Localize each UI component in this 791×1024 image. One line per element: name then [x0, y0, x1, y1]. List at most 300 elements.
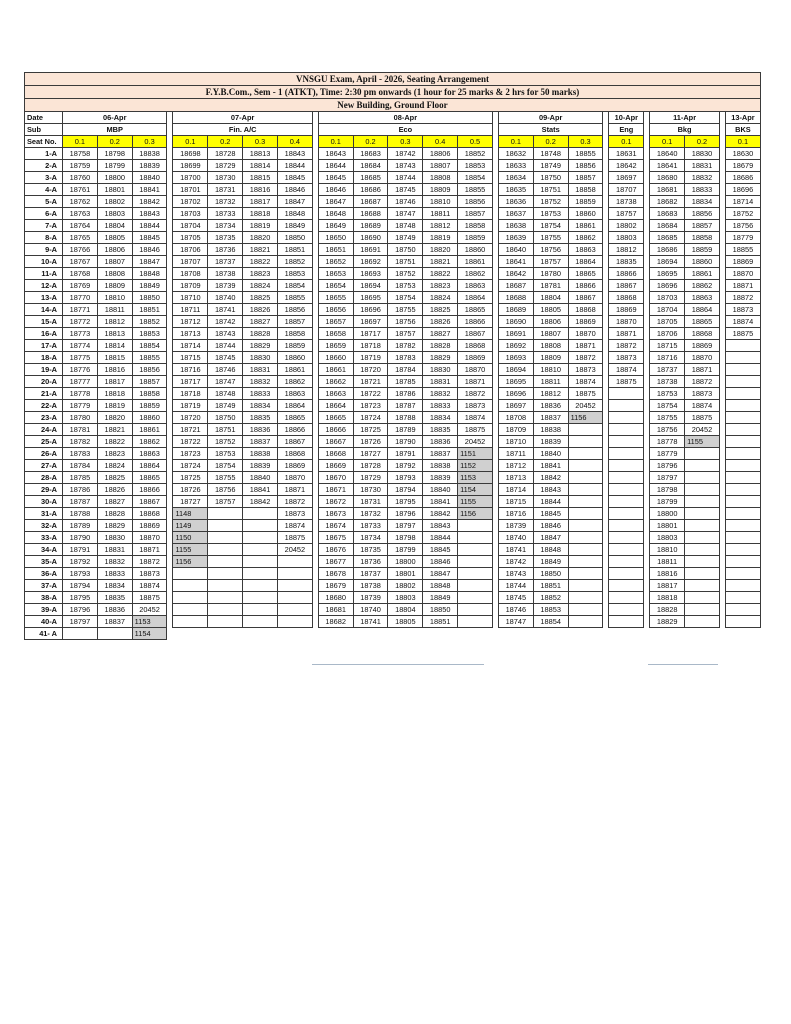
roll-number-cell [243, 508, 278, 520]
roll-number-cell: 18866 [132, 484, 167, 496]
roll-number-cell: 18652 [318, 256, 353, 268]
roll-number-cell: 20452 [277, 544, 312, 556]
roll-number-cell: 18654 [318, 280, 353, 292]
roll-number-cell: 18816 [97, 364, 132, 376]
roll-number-cell [173, 616, 208, 628]
roll-number-cell: 18804 [533, 292, 568, 304]
subject-name: Fin. A/C [173, 124, 312, 136]
roll-number-cell: 18847 [277, 196, 312, 208]
roll-number-cell: 18809 [533, 352, 568, 364]
roll-number-cell: 18853 [132, 328, 167, 340]
roll-number-cell: 18823 [243, 268, 278, 280]
roll-number-cell: 18748 [208, 388, 243, 400]
roll-number-cell [725, 388, 760, 400]
roll-number-cell: 18866 [458, 316, 493, 328]
roll-number-cell: 18803 [609, 232, 644, 244]
roll-number-cell: 18792 [388, 460, 423, 472]
roll-number-cell: 18681 [650, 184, 685, 196]
roll-number-cell: 18753 [208, 448, 243, 460]
subject-name: MBP [63, 124, 167, 136]
roll-number-cell: 18835 [423, 424, 458, 436]
roll-number-cell [725, 484, 760, 496]
roll-number-cell: 18829 [650, 616, 685, 628]
roll-number-cell: 18810 [423, 196, 458, 208]
roll-number-cell [685, 544, 720, 556]
roll-number-cell [458, 556, 493, 568]
roll-number-cell: 18874 [609, 364, 644, 376]
roll-number-cell: 1155 [173, 544, 208, 556]
roll-number-cell: 18866 [568, 280, 603, 292]
seat-number: 28-A [25, 472, 63, 484]
roll-number-cell: 18745 [388, 184, 423, 196]
roll-number-cell: 18852 [277, 256, 312, 268]
roll-number-cell: 18768 [63, 268, 98, 280]
roll-number-cell: 18843 [533, 484, 568, 496]
roll-number-cell: 18754 [208, 460, 243, 472]
roll-number-cell: 18826 [423, 316, 458, 328]
roll-number-cell: 18816 [243, 184, 278, 196]
seat-number: 2-A [25, 160, 63, 172]
roll-number-cell: 18834 [243, 400, 278, 412]
roll-number-cell: 18747 [208, 376, 243, 388]
roll-number-cell: 18651 [318, 244, 353, 256]
roll-number-cell [243, 556, 278, 568]
roll-number-cell: 18810 [97, 292, 132, 304]
roll-number-cell: 18847 [132, 256, 167, 268]
roll-number-cell: 18728 [353, 460, 388, 472]
roll-number-cell: 18867 [609, 280, 644, 292]
seat-no-label: Seat No. [25, 136, 63, 148]
roll-number-cell: 18865 [568, 268, 603, 280]
roll-number-cell: 18855 [568, 148, 603, 160]
roll-number-cell: 18737 [353, 568, 388, 580]
exam-date: 10-Apr [609, 112, 644, 124]
roll-number-cell: 18870 [685, 352, 720, 364]
roll-number-cell: 18842 [132, 196, 167, 208]
roll-number-cell [458, 568, 493, 580]
question-label: 0.3 [132, 136, 167, 148]
roll-number-cell: 18635 [498, 184, 533, 196]
question-label: 0.4 [423, 136, 458, 148]
roll-number-cell: 18842 [423, 508, 458, 520]
roll-number-cell: 18811 [533, 376, 568, 388]
roll-number-cell: 18760 [63, 172, 98, 184]
roll-number-cell: 18836 [533, 400, 568, 412]
roll-number-cell: 18696 [725, 184, 760, 196]
roll-number-cell: 18786 [63, 484, 98, 496]
roll-number-cell: 1153 [132, 616, 167, 628]
roll-number-cell [685, 604, 720, 616]
roll-number-cell: 18848 [533, 544, 568, 556]
roll-number-cell: 18639 [498, 232, 533, 244]
roll-number-cell: 18875 [568, 388, 603, 400]
roll-number-cell: 18644 [318, 160, 353, 172]
roll-number-cell: 18855 [725, 244, 760, 256]
roll-number-cell [609, 424, 644, 436]
roll-number-cell: 18679 [318, 580, 353, 592]
roll-number-cell: 18818 [243, 208, 278, 220]
roll-number-cell: 18870 [132, 532, 167, 544]
roll-number-cell: 18797 [650, 472, 685, 484]
roll-number-cell: 18746 [388, 196, 423, 208]
seat-row [25, 172, 761, 184]
roll-number-cell [277, 604, 312, 616]
roll-number-cell: 18786 [388, 388, 423, 400]
roll-number-cell [458, 520, 493, 532]
question-label: 0.1 [173, 136, 208, 148]
roll-number-cell: 18834 [97, 580, 132, 592]
roll-number-cell: 18831 [97, 544, 132, 556]
roll-number-cell: 18799 [97, 160, 132, 172]
roll-number-cell: 18791 [388, 448, 423, 460]
roll-number-cell: 18875 [609, 376, 644, 388]
roll-number-cell [568, 484, 603, 496]
roll-number-cell: 18873 [568, 364, 603, 376]
roll-number-cell: 20452 [568, 400, 603, 412]
title-row [25, 99, 761, 112]
roll-number-cell: 18699 [173, 160, 208, 172]
roll-number-cell: 18863 [132, 448, 167, 460]
roll-number-cell: 18751 [533, 184, 568, 196]
roll-number-cell [609, 568, 644, 580]
roll-number-cell: 18843 [277, 148, 312, 160]
roll-number-cell [458, 544, 493, 556]
roll-number-cell: 18669 [318, 460, 353, 472]
date-row-label: Date [25, 112, 63, 124]
roll-number-cell: 18645 [318, 172, 353, 184]
roll-number-cell: 18813 [97, 328, 132, 340]
roll-number-cell: 18832 [97, 556, 132, 568]
roll-number-cell: 18807 [97, 256, 132, 268]
roll-number-cell: 18683 [650, 208, 685, 220]
roll-number-cell: 18757 [208, 496, 243, 508]
roll-number-cell: 18795 [63, 592, 98, 604]
roll-number-cell: 18738 [208, 268, 243, 280]
roll-number-cell: 18642 [609, 160, 644, 172]
roll-number-cell: 18873 [132, 568, 167, 580]
seat-number: 20-A [25, 376, 63, 388]
roll-number-cell: 18704 [173, 220, 208, 232]
roll-number-cell: 18741 [208, 304, 243, 316]
roll-number-cell [568, 628, 603, 640]
roll-number-cell: 18812 [609, 244, 644, 256]
roll-number-cell: 18756 [650, 424, 685, 436]
roll-number-cell: 18712 [173, 316, 208, 328]
roll-number-cell: 18796 [63, 604, 98, 616]
roll-number-cell: 18838 [132, 148, 167, 160]
roll-number-cell: 18637 [498, 208, 533, 220]
roll-number-cell: 20452 [132, 604, 167, 616]
roll-number-cell: 18684 [650, 220, 685, 232]
roll-number-cell: 18872 [725, 292, 760, 304]
roll-number-cell: 18773 [63, 328, 98, 340]
roll-number-cell: 18704 [650, 304, 685, 316]
roll-number-cell: 18685 [650, 232, 685, 244]
roll-number-cell: 18869 [609, 304, 644, 316]
roll-number-cell: 18792 [63, 556, 98, 568]
roll-number-cell: 18833 [685, 184, 720, 196]
roll-number-cell: 18738 [609, 196, 644, 208]
seat-row [25, 328, 761, 340]
roll-number-cell: 18719 [353, 352, 388, 364]
roll-number-cell: 18688 [353, 208, 388, 220]
roll-number-cell: 18756 [725, 220, 760, 232]
roll-number-cell: 1151 [458, 448, 493, 460]
roll-number-cell: 18785 [63, 472, 98, 484]
roll-number-cell: 18695 [650, 268, 685, 280]
roll-number-cell [568, 580, 603, 592]
roll-number-cell: 18822 [243, 256, 278, 268]
roll-number-cell: 18844 [132, 220, 167, 232]
roll-number-cell: 18794 [63, 580, 98, 592]
roll-number-cell: 18871 [277, 484, 312, 496]
roll-number-cell: 18779 [63, 400, 98, 412]
roll-number-cell: 18822 [97, 436, 132, 448]
roll-number-cell: 18873 [685, 388, 720, 400]
roll-number-cell: 18838 [533, 424, 568, 436]
roll-number-cell [568, 532, 603, 544]
roll-number-cell: 18730 [353, 484, 388, 496]
roll-number-cell: 18869 [685, 340, 720, 352]
seat-number: 4-A [25, 184, 63, 196]
roll-number-cell: 18836 [423, 436, 458, 448]
roll-number-cell: 18700 [173, 172, 208, 184]
roll-number-cell: 18819 [243, 220, 278, 232]
exam-date: 08-Apr [318, 112, 492, 124]
seat-number: 1-A [25, 148, 63, 160]
roll-number-cell: 18870 [609, 316, 644, 328]
roll-number-cell: 18793 [63, 568, 98, 580]
roll-number-cell: 18845 [277, 172, 312, 184]
roll-number-cell: 18812 [533, 388, 568, 400]
roll-number-cell: 18801 [650, 520, 685, 532]
roll-number-cell: 18769 [63, 280, 98, 292]
roll-number-cell [685, 532, 720, 544]
seat-number: 17-A [25, 340, 63, 352]
roll-number-cell: 18714 [173, 340, 208, 352]
roll-number-cell: 18831 [685, 160, 720, 172]
roll-number-cell: 18682 [318, 616, 353, 628]
roll-number-cell [685, 484, 720, 496]
roll-number-cell [173, 628, 208, 640]
roll-number-cell: 18870 [568, 328, 603, 340]
roll-number-cell: 18664 [318, 400, 353, 412]
seat-row [25, 448, 761, 460]
roll-number-cell: 18681 [318, 604, 353, 616]
roll-number-cell: 18855 [458, 184, 493, 196]
roll-number-cell: 18799 [650, 496, 685, 508]
roll-number-cell: 18862 [568, 232, 603, 244]
seat-number: 23-A [25, 412, 63, 424]
seat-row [25, 400, 761, 412]
roll-number-cell: 18845 [423, 544, 458, 556]
roll-number-cell: 18742 [208, 316, 243, 328]
roll-number-cell: 18753 [533, 208, 568, 220]
roll-number-cell: 18809 [97, 280, 132, 292]
roll-number-cell: 18733 [208, 208, 243, 220]
roll-number-cell: 18732 [353, 508, 388, 520]
roll-number-cell: 18802 [609, 220, 644, 232]
roll-number-cell: 18866 [609, 268, 644, 280]
roll-number-cell: 1155 [685, 436, 720, 448]
roll-number-cell: 18856 [277, 304, 312, 316]
roll-number-cell [63, 628, 98, 640]
roll-number-cell: 18698 [173, 148, 208, 160]
seat-row [25, 628, 761, 640]
roll-number-cell: 18683 [353, 148, 388, 160]
roll-number-cell: 18656 [318, 304, 353, 316]
roll-number-cell: 18817 [650, 580, 685, 592]
roll-number-cell: 18841 [423, 496, 458, 508]
roll-number-cell: 18754 [650, 400, 685, 412]
roll-number-cell: 18783 [388, 352, 423, 364]
roll-number-cell: 18837 [423, 448, 458, 460]
roll-number-cell: 18808 [533, 340, 568, 352]
roll-number-cell: 18697 [353, 316, 388, 328]
roll-number-cell: 18714 [498, 484, 533, 496]
seat-row [25, 232, 761, 244]
roll-number-cell: 18738 [650, 376, 685, 388]
roll-number-cell: 18801 [388, 568, 423, 580]
roll-number-cell: 18721 [353, 376, 388, 388]
roll-number-cell [568, 520, 603, 532]
roll-number-cell [208, 568, 243, 580]
roll-number-cell: 18814 [243, 160, 278, 172]
roll-number-cell: 18705 [650, 316, 685, 328]
footer-rule-right [648, 664, 718, 665]
roll-number-cell [568, 556, 603, 568]
roll-number-cell: 18780 [63, 412, 98, 424]
roll-number-cell: 18789 [63, 520, 98, 532]
seat-number: 12-A [25, 280, 63, 292]
roll-number-cell: 18690 [498, 316, 533, 328]
seat-number: 31-A [25, 508, 63, 520]
roll-number-cell: 18737 [208, 256, 243, 268]
roll-number-cell [725, 460, 760, 472]
roll-number-cell: 18778 [650, 436, 685, 448]
roll-number-cell: 18774 [63, 340, 98, 352]
roll-number-cell [353, 628, 388, 640]
roll-number-cell: 18858 [132, 388, 167, 400]
roll-number-cell: 18685 [353, 172, 388, 184]
roll-number-cell: 18799 [388, 544, 423, 556]
roll-number-cell: 18850 [423, 604, 458, 616]
roll-number-cell: 18821 [97, 424, 132, 436]
roll-number-cell [277, 580, 312, 592]
roll-number-cell: 18678 [318, 568, 353, 580]
roll-number-cell: 18827 [243, 316, 278, 328]
roll-number-cell: 18643 [318, 148, 353, 160]
roll-number-cell: 18840 [423, 484, 458, 496]
question-label: 0.3 [568, 136, 603, 148]
roll-number-cell: 18788 [63, 508, 98, 520]
roll-number-cell: 18802 [97, 196, 132, 208]
roll-number-cell: 18824 [243, 280, 278, 292]
roll-number-cell [609, 400, 644, 412]
roll-number-cell: 18750 [208, 412, 243, 424]
roll-number-cell: 18856 [458, 196, 493, 208]
roll-number-cell: 18869 [132, 520, 167, 532]
roll-number-cell: 18829 [243, 340, 278, 352]
seat-row [25, 280, 761, 292]
seat-row [25, 364, 761, 376]
roll-number-cell: 18684 [353, 160, 388, 172]
question-label: 0.3 [243, 136, 278, 148]
roll-number-cell [568, 508, 603, 520]
roll-number-cell [609, 496, 644, 508]
roll-number-cell: 18696 [498, 388, 533, 400]
roll-number-cell: 18841 [533, 460, 568, 472]
roll-number-cell: 18755 [208, 472, 243, 484]
roll-number-cell: 18679 [725, 160, 760, 172]
seat-row [25, 472, 761, 484]
seat-number: 22-A [25, 400, 63, 412]
roll-number-cell: 18675 [318, 532, 353, 544]
roll-number-cell: 18659 [318, 340, 353, 352]
seat-row [25, 592, 761, 604]
roll-number-cell: 18853 [277, 268, 312, 280]
roll-number-cell: 18834 [685, 196, 720, 208]
roll-number-cell: 18715 [650, 340, 685, 352]
roll-number-cell: 18849 [533, 556, 568, 568]
roll-number-cell: 18863 [568, 244, 603, 256]
roll-number-cell: 18690 [353, 232, 388, 244]
roll-number-cell: 18709 [498, 424, 533, 436]
question-row [25, 136, 761, 148]
roll-number-cell: 18868 [685, 328, 720, 340]
roll-number-cell: 18746 [498, 604, 533, 616]
roll-number-cell: 18756 [208, 484, 243, 496]
roll-number-cell: 18720 [353, 364, 388, 376]
roll-number-cell: 18826 [243, 304, 278, 316]
roll-number-cell: 18676 [318, 544, 353, 556]
roll-number-cell: 18861 [458, 256, 493, 268]
roll-number-cell: 18875 [458, 424, 493, 436]
roll-number-cell [685, 520, 720, 532]
question-label: 0.1 [63, 136, 98, 148]
roll-number-cell: 18765 [63, 232, 98, 244]
roll-number-cell: 18875 [132, 592, 167, 604]
roll-number-cell: 18790 [388, 436, 423, 448]
subject-name: BKS [725, 124, 760, 136]
roll-number-cell: 18865 [132, 472, 167, 484]
subject-name: Eng [609, 124, 644, 136]
roll-number-cell: 18828 [243, 328, 278, 340]
roll-number-cell: 18868 [277, 448, 312, 460]
subject-name: Bkg [650, 124, 720, 136]
roll-number-cell: 18638 [498, 220, 533, 232]
seat-number: 5-A [25, 196, 63, 208]
roll-number-cell: 18663 [318, 388, 353, 400]
roll-number-cell [725, 448, 760, 460]
roll-number-cell: 18810 [650, 544, 685, 556]
roll-number-cell: 18854 [458, 172, 493, 184]
roll-number-cell: 18856 [685, 208, 720, 220]
roll-number-cell: 18859 [132, 400, 167, 412]
roll-number-cell: 18716 [650, 352, 685, 364]
roll-number-cell: 18809 [423, 184, 458, 196]
roll-number-cell: 18783 [63, 448, 98, 460]
roll-number-cell: 18823 [97, 448, 132, 460]
roll-number-cell [208, 544, 243, 556]
roll-number-cell [423, 628, 458, 640]
roll-number-cell: 18751 [388, 256, 423, 268]
roll-number-cell: 18803 [388, 592, 423, 604]
roll-number-cell: 18875 [725, 328, 760, 340]
sheet-title-3: New Building, Ground Floor [25, 99, 761, 112]
roll-number-cell: 18697 [609, 172, 644, 184]
roll-number-cell: 18753 [388, 280, 423, 292]
